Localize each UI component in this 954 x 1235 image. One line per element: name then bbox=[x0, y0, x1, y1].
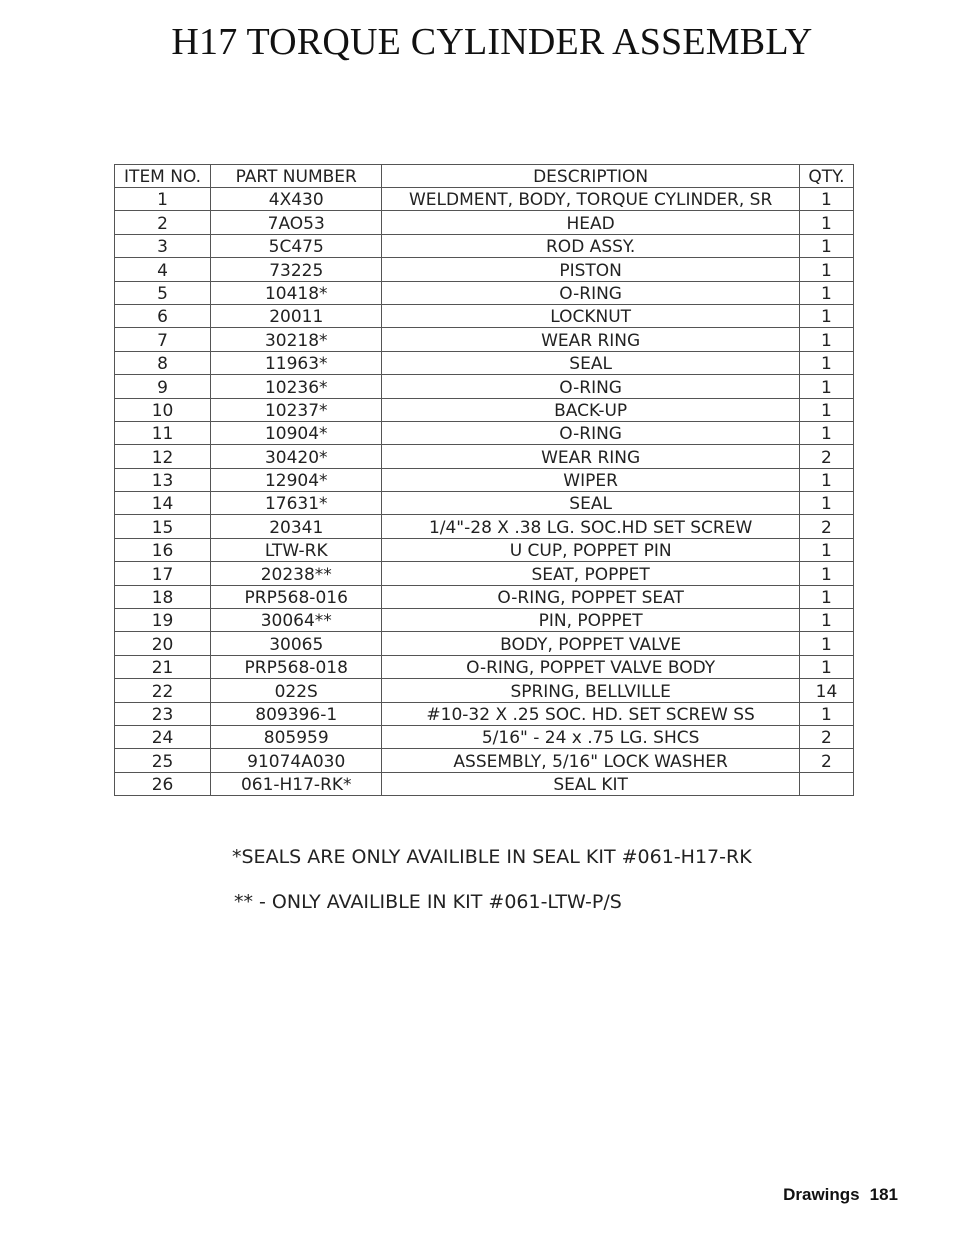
cell-qty: 1 bbox=[799, 211, 853, 234]
table-row bbox=[115, 538, 854, 561]
table-row bbox=[115, 492, 854, 515]
cell-part-number: 022S bbox=[211, 679, 382, 702]
cell-description: SEAT, POPPET bbox=[382, 562, 800, 585]
cell-item-no: 24 bbox=[115, 725, 211, 748]
cell-qty: 2 bbox=[799, 515, 853, 538]
table-row bbox=[115, 234, 854, 257]
cell-part-number: 73225 bbox=[211, 258, 382, 281]
cell-item-no: 20 bbox=[115, 632, 211, 655]
cell-item-no: 6 bbox=[115, 304, 211, 327]
cell-part-number: 10237* bbox=[211, 398, 382, 421]
cell-part-number: 20341 bbox=[211, 515, 382, 538]
cell-description: O-RING bbox=[382, 281, 800, 304]
cell-part-number: 12904* bbox=[211, 468, 382, 491]
cell-part-number: 805959 bbox=[211, 725, 382, 748]
header-qty: QTY. bbox=[799, 165, 853, 188]
cell-qty bbox=[799, 772, 853, 795]
cell-part-number: 17631* bbox=[211, 492, 382, 515]
page-number: 181 bbox=[869, 1185, 898, 1204]
cell-qty: 2 bbox=[799, 749, 853, 772]
cell-item-no: 19 bbox=[115, 609, 211, 632]
table-row bbox=[115, 281, 854, 304]
cell-qty: 1 bbox=[799, 351, 853, 374]
cell-qty: 1 bbox=[799, 492, 853, 515]
cell-qty: 2 bbox=[799, 445, 853, 468]
cell-item-no: 11 bbox=[115, 421, 211, 444]
cell-description: WELDMENT, BODY, TORQUE CYLINDER, SR bbox=[382, 188, 800, 211]
cell-part-number: 809396-1 bbox=[211, 702, 382, 725]
page-footer bbox=[783, 1185, 898, 1205]
cell-description: ASSEMBLY, 5/16" LOCK WASHER bbox=[382, 749, 800, 772]
cell-description: HEAD bbox=[382, 211, 800, 234]
table-row bbox=[115, 679, 854, 702]
cell-qty: 1 bbox=[799, 281, 853, 304]
cell-description: #10-32 X .25 SOC. HD. SET SCREW SS bbox=[382, 702, 800, 725]
cell-part-number: 91074A030 bbox=[211, 749, 382, 772]
table-row bbox=[115, 609, 854, 632]
cell-qty: 1 bbox=[799, 304, 853, 327]
parts-table bbox=[114, 164, 854, 796]
cell-description: WEAR RING bbox=[382, 328, 800, 351]
cell-description: BODY, POPPET VALVE bbox=[382, 632, 800, 655]
seal-kit-note: *SEALS ARE ONLY AVAILIBLE IN SEAL KIT #061-H17-RK bbox=[232, 846, 752, 868]
cell-qty: 1 bbox=[799, 655, 853, 678]
cell-description: O-RING bbox=[382, 421, 800, 444]
cell-part-number: 30420* bbox=[211, 445, 382, 468]
cell-item-no: 26 bbox=[115, 772, 211, 795]
cell-qty: 1 bbox=[799, 538, 853, 561]
cell-part-number: 7AO53 bbox=[211, 211, 382, 234]
cell-description: SEAL KIT bbox=[382, 772, 800, 795]
table-row bbox=[115, 562, 854, 585]
cell-description: 5/16" - 24 x .75 LG. SHCS bbox=[382, 725, 800, 748]
table-row bbox=[115, 515, 854, 538]
cell-part-number: 20011 bbox=[211, 304, 382, 327]
cell-item-no: 7 bbox=[115, 328, 211, 351]
cell-item-no: 15 bbox=[115, 515, 211, 538]
table-row bbox=[115, 421, 854, 444]
cell-qty: 1 bbox=[799, 234, 853, 257]
cell-description: U CUP, POPPET PIN bbox=[382, 538, 800, 561]
cell-qty: 1 bbox=[799, 468, 853, 491]
cell-item-no: 12 bbox=[115, 445, 211, 468]
cell-qty: 1 bbox=[799, 398, 853, 421]
cell-item-no: 25 bbox=[115, 749, 211, 772]
table-row bbox=[115, 375, 854, 398]
cell-part-number: PRP568-016 bbox=[211, 585, 382, 608]
cell-part-number: 10236* bbox=[211, 375, 382, 398]
cell-qty: 1 bbox=[799, 562, 853, 585]
table-body bbox=[115, 188, 854, 796]
cell-part-number: 30218* bbox=[211, 328, 382, 351]
cell-item-no: 21 bbox=[115, 655, 211, 678]
table-header-row bbox=[115, 165, 854, 188]
cell-part-number: LTW-RK bbox=[211, 538, 382, 561]
header-item-no: ITEM NO. bbox=[115, 165, 211, 188]
table-row bbox=[115, 655, 854, 678]
cell-description: O-RING, POPPET SEAT bbox=[382, 585, 800, 608]
cell-item-no: 5 bbox=[115, 281, 211, 304]
cell-item-no: 22 bbox=[115, 679, 211, 702]
cell-part-number: 4X430 bbox=[211, 188, 382, 211]
table-row bbox=[115, 772, 854, 795]
cell-part-number: 10904* bbox=[211, 421, 382, 444]
cell-description: SEAL bbox=[382, 351, 800, 374]
cell-description: 1/4"-28 X .38 LG. SOC.HD SET SCREW bbox=[382, 515, 800, 538]
cell-description: PIN, POPPET bbox=[382, 609, 800, 632]
table-row bbox=[115, 328, 854, 351]
footer-section: Drawings bbox=[783, 1185, 860, 1204]
cell-item-no: 18 bbox=[115, 585, 211, 608]
cell-description: O-RING, POPPET VALVE BODY bbox=[382, 655, 800, 678]
page-title: H17 TORQUE CYLINDER ASSEMBLY bbox=[171, 21, 813, 63]
cell-qty: 14 bbox=[799, 679, 853, 702]
cell-description: O-RING bbox=[382, 375, 800, 398]
cell-item-no: 16 bbox=[115, 538, 211, 561]
cell-description: BACK-UP bbox=[382, 398, 800, 421]
cell-item-no: 17 bbox=[115, 562, 211, 585]
cell-description: SEAL bbox=[382, 492, 800, 515]
cell-part-number: 11963* bbox=[211, 351, 382, 374]
table-row bbox=[115, 211, 854, 234]
cell-qty: 1 bbox=[799, 188, 853, 211]
cell-qty: 1 bbox=[799, 375, 853, 398]
cell-part-number: 10418* bbox=[211, 281, 382, 304]
cell-part-number: 30065 bbox=[211, 632, 382, 655]
cell-item-no: 9 bbox=[115, 375, 211, 398]
table-row bbox=[115, 398, 854, 421]
cell-item-no: 1 bbox=[115, 188, 211, 211]
cell-part-number: 20238** bbox=[211, 562, 382, 585]
cell-description: WIPER bbox=[382, 468, 800, 491]
table-row bbox=[115, 304, 854, 327]
cell-item-no: 2 bbox=[115, 211, 211, 234]
cell-qty: 1 bbox=[799, 702, 853, 725]
cell-part-number: 5C475 bbox=[211, 234, 382, 257]
table-row bbox=[115, 445, 854, 468]
cell-item-no: 10 bbox=[115, 398, 211, 421]
table-row bbox=[115, 468, 854, 491]
header-description: DESCRIPTION bbox=[382, 165, 800, 188]
cell-description: ROD ASSY. bbox=[382, 234, 800, 257]
cell-part-number: PRP568-018 bbox=[211, 655, 382, 678]
cell-item-no: 13 bbox=[115, 468, 211, 491]
cell-item-no: 23 bbox=[115, 702, 211, 725]
cell-item-no: 4 bbox=[115, 258, 211, 281]
cell-description: PISTON bbox=[382, 258, 800, 281]
cell-description: WEAR RING bbox=[382, 445, 800, 468]
cell-part-number: 30064** bbox=[211, 609, 382, 632]
cell-qty: 2 bbox=[799, 725, 853, 748]
table-row bbox=[115, 725, 854, 748]
table-row bbox=[115, 188, 854, 211]
cell-item-no: 14 bbox=[115, 492, 211, 515]
cell-item-no: 8 bbox=[115, 351, 211, 374]
cell-part-number: 061-H17-RK* bbox=[211, 772, 382, 795]
ltw-kit-note: ** - ONLY AVAILIBLE IN KIT #061-LTW-P/S bbox=[234, 891, 622, 913]
cell-description: SPRING, BELLVILLE bbox=[382, 679, 800, 702]
cell-qty: 1 bbox=[799, 585, 853, 608]
cell-qty: 1 bbox=[799, 632, 853, 655]
cell-qty: 1 bbox=[799, 421, 853, 444]
table-row bbox=[115, 585, 854, 608]
cell-qty: 1 bbox=[799, 609, 853, 632]
table-row bbox=[115, 632, 854, 655]
table-row bbox=[115, 351, 854, 374]
cell-qty: 1 bbox=[799, 258, 853, 281]
cell-qty: 1 bbox=[799, 328, 853, 351]
cell-item-no: 3 bbox=[115, 234, 211, 257]
header-part-number: PART NUMBER bbox=[211, 165, 382, 188]
table-row bbox=[115, 258, 854, 281]
cell-description: LOCKNUT bbox=[382, 304, 800, 327]
table-row bbox=[115, 702, 854, 725]
table-row bbox=[115, 749, 854, 772]
